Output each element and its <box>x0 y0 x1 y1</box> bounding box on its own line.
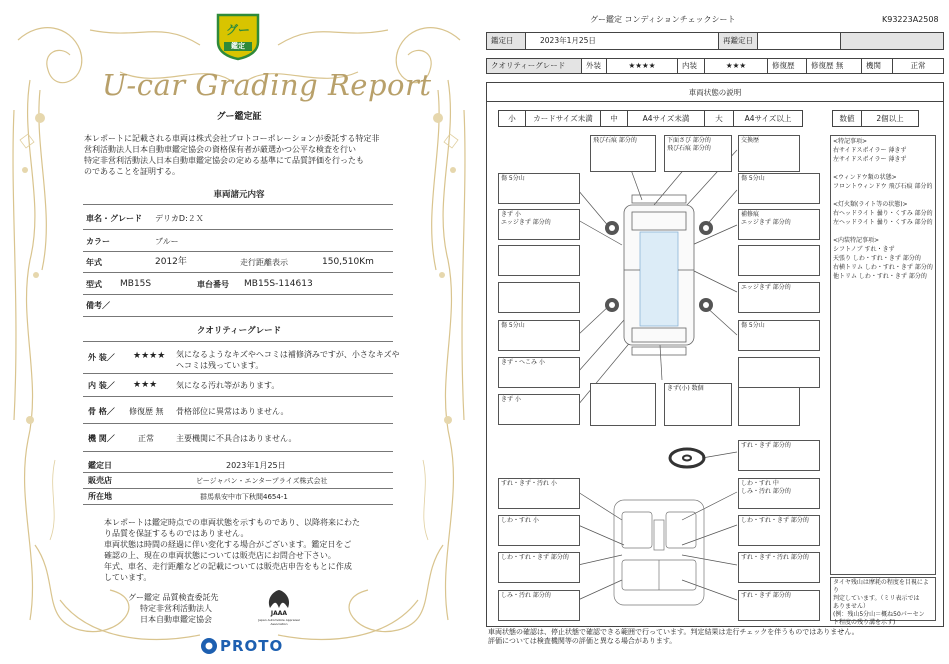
date-label: 鑑定日 <box>486 32 526 50</box>
document-id: K93223A2508 <box>882 15 939 24</box>
reappraisal-label: 再鑑定日 <box>718 32 758 50</box>
engine-label: 機 関／ <box>88 434 115 443</box>
year-label: 年式 <box>86 258 102 267</box>
exterior-note-2: ヘコミは残っています。 <box>176 361 264 370</box>
car-name-label: 車名・グレード <box>86 214 142 223</box>
damage-box: しわ・すれ・きず 部分的 <box>498 552 580 583</box>
damage-box: すれ・きず・汚れ 小 <box>498 478 580 509</box>
damage-box: 傷 5分山 <box>498 173 580 204</box>
damage-box: きず(小) 数個 <box>664 383 732 426</box>
footer-note: 本レポートは鑑定時点での車両状態を示すものであり、以降将来にわた り品質を保証するものではありません。 車両状態は時間の経過に伴い変化する場合がございます。鑑定日をご 確認の上、現在の車両状態については販売店にお問合せ下さい。 年式、車名、走行距離などの記載については販売店申告をもとに作成 しています。 <box>104 518 360 582</box>
script-title: U-car Grading Report <box>102 68 432 102</box>
proto-logo: PROTO <box>200 636 280 658</box>
quality-title: クオリティーグレード <box>196 326 282 336</box>
date-value: 2023年1月25日 <box>525 32 719 50</box>
damage-box: すれ・きず 部分的 <box>738 590 820 621</box>
specs-title: 車両諸元内容 <box>213 190 265 200</box>
address-label: 所在地 <box>88 492 112 501</box>
dealer-name: ビージャパン・エンタープライズ株式会社 <box>196 477 328 485</box>
chassis-value: MB15S-114613 <box>244 279 313 289</box>
damage-box: すれ・きず・汚れ 部分的 <box>738 552 820 583</box>
section-title: 車両状態の説明 <box>688 88 742 97</box>
color-value: ブルー <box>155 237 179 246</box>
ext-stars: ★★★★ <box>606 58 678 74</box>
frame-value: 修復歴 無 <box>129 407 164 416</box>
qg-label: クオリティーグレード <box>486 58 582 74</box>
sheet-title: グー鑑定 コンディションチェックシート <box>590 15 736 24</box>
jaaa-logo: JAAA Japan Automobile Appraisal Association <box>256 588 302 628</box>
damage-box <box>498 245 580 276</box>
exterior-label: 外 装／ <box>88 353 115 362</box>
legend-count: 数値 <box>832 110 862 127</box>
damage-box: 傷 5分山 <box>498 320 580 351</box>
chassis-label: 車台番号 <box>197 280 229 289</box>
damage-box: きず 小 エッジきず 部分的 <box>498 209 580 240</box>
legend-medium: 中 <box>600 110 628 127</box>
interior-stars: ★★★ <box>133 380 158 390</box>
damage-box: 傷 5分山 <box>738 320 820 351</box>
model-label: 型式 <box>86 280 102 289</box>
damage-box: しわ・すれ 中 しみ・汚れ 部分的 <box>738 478 820 509</box>
badge-bottom-text: 鑑定 <box>231 42 245 50</box>
int-label: 内装 <box>677 58 705 74</box>
damage-box: すれ・きず 部分的 <box>738 440 820 471</box>
damage-box <box>498 282 580 313</box>
mileage-label: 走行距離表示 <box>240 258 288 267</box>
legend-small-desc: カードサイズ未満 <box>525 110 601 127</box>
damage-box: きず・へこみ 小 <box>498 357 580 388</box>
ext-label: 外装 <box>581 58 607 74</box>
engine-value: 正常 <box>138 434 154 443</box>
sheet-footer-2: 評価については検査機関等の評価と異なる場合があります。 <box>488 637 677 645</box>
model-value: MB15S <box>120 279 152 289</box>
damage-box: 下面さび 部分的 飛び石痕 部分的 <box>664 135 732 172</box>
damage-box: 交換歴 <box>738 135 800 172</box>
goo-badge-logo <box>214 12 262 60</box>
damage-box: しわ・すれ 小 <box>498 515 580 546</box>
interior-note: 気になる汚れ等があります。 <box>176 381 280 390</box>
legend-medium-desc: A4サイズ未満 <box>627 110 705 127</box>
interior-label: 内 装／ <box>88 381 115 390</box>
exterior-stars: ★★★★ <box>133 351 166 361</box>
remarks-label: 備考／ <box>86 301 110 310</box>
engine-value: 正常 <box>892 58 944 74</box>
damage-box <box>738 245 820 276</box>
engine-note: 主要機関に不具合はありません。 <box>176 434 297 443</box>
appraisal-date-label: 鑑定日 <box>88 461 112 470</box>
sheet-footer-1: 車両状態の確認は、停止状態で確認できる範囲で行っています。判定結果は走行チェックを伴うものではありません。 <box>488 628 859 636</box>
damage-box: 傷 5分山 <box>738 173 820 204</box>
commission-block: グー鑑定 品質検査委託先 特定非営利活動法人 日本自動車鑑定協会 <box>128 593 219 624</box>
frame-note: 骨格部位に異常はありません。 <box>176 407 289 416</box>
car-name-value: デリカD:２Ｘ <box>155 214 204 223</box>
damage-box <box>738 383 800 426</box>
intro-text: 本レポートに記載される車両は株式会社プロトコーポレーションが委託する特定非 営利活動法人日本自動車鑑定協会の資格保有者が厳選かつ公平な検査を行い 特定非営利活動法人日本自動車鑑定協会の定める基準にて品質評価を行ったも のであることを証明する。 <box>84 134 380 176</box>
engine-label: 機関 <box>861 58 893 74</box>
tire-note: タイヤ残山は摩耗の程度を目視により 判定しています。（ミリ表示では ありません） (例：残山5分山＝概ね50パーセン ト程度の残り溝を示す) <box>830 577 936 621</box>
certificate-heading: グー鑑定証 <box>216 112 262 122</box>
legend-small: 小 <box>498 110 526 127</box>
dealer-label: 販売店 <box>88 476 112 485</box>
exterior-note-1: 気になるようなキズやヘコミは補修済みですが、小さなキズや <box>176 350 400 359</box>
notes-panel: <特記事項> 右サイドスポイラー 薄きず 左サイドスポイラー 薄きず <ウィンドウ類の状態> フロントウィンドウ 飛び石痕 部分的 <灯火類(ライト等の状態)> 右ヘッドライト 曇り・くすみ 部分的 左ヘッドライト 曇り・くすみ 部分的 <内装特記事項> シフトノブ すれ・きず 天張り しわ・すれ・きず 部分的 右横トリム しわ・すれ・きず 部分的 他トリム しわ・すれ・きず 部分的 <box>830 135 936 575</box>
damage-box: きず 小 <box>498 394 580 425</box>
repair-label: 修復歴 <box>767 58 807 74</box>
legend-count-desc: 2個以上 <box>861 110 919 127</box>
damage-box: エッジきず 部分的 <box>738 282 820 313</box>
badge-top-text: グー <box>225 23 250 37</box>
frame-label: 骨 格／ <box>88 407 115 416</box>
damage-box: しわ・すれ・きず 部分的 <box>738 515 820 546</box>
legend-large: 大 <box>704 110 734 127</box>
legend-large-desc: A4サイズ以上 <box>733 110 803 127</box>
appraisal-date: 2023年1月25日 <box>226 461 286 470</box>
mileage-value: 150,510Km <box>322 257 374 267</box>
int-stars: ★★★ <box>704 58 768 74</box>
year-value: 2012年 <box>155 257 187 267</box>
damage-box: しみ・汚れ 部分的 <box>498 590 580 621</box>
damage-box: 飛び石痕 部分的 <box>590 135 656 172</box>
damage-box <box>590 383 656 426</box>
color-label: カラー <box>86 237 110 246</box>
repair-value: 修復歴 無 <box>806 58 862 74</box>
dealer-address: 群馬県安中市下秋間4654-1 <box>200 493 288 501</box>
damage-box: 補修痕 エッジきず 部分的 <box>738 209 820 240</box>
damage-box <box>738 357 820 388</box>
condition-check-sheet <box>482 0 949 664</box>
